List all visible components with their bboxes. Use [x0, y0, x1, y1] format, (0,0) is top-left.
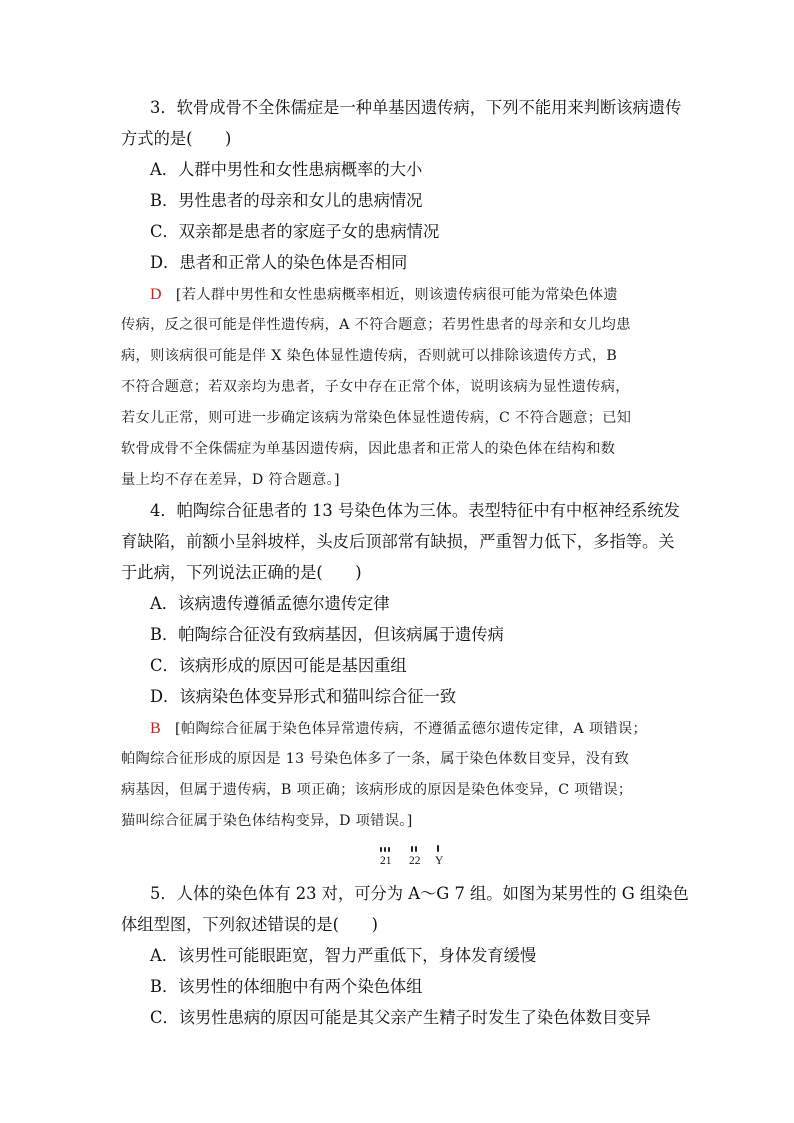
chromosome-glyphs — [360, 838, 450, 854]
q3-option-c: C．双亲都是患者的家庭子女的患病情况 — [150, 222, 440, 241]
chromosome-y — [437, 845, 439, 852]
q5-option-a: A．该男性可能眼距宽，智力严重低下，身体发育缓慢 — [150, 946, 537, 965]
q5-option-b: B．该男性的体细胞中有两个染色体组 — [150, 977, 423, 996]
q4-answer: B — [150, 720, 162, 737]
q4-option-d: D．该病染色体变异形式和猫叫综合征一致 — [150, 687, 457, 706]
q3-explanation-line1: D [若人群中男性和女性患病概率相近，则该遗传病很可能为常染色体遗 — [150, 286, 618, 303]
q4-stem-line3: 于此病，下列说法正确的是( ) — [121, 563, 362, 582]
chromosome-21b — [384, 847, 386, 852]
karyotype-figure — [360, 838, 450, 872]
q4-explanation-line1: B [帕陶综合征属于染色体异常遗传病，不遵循孟德尔遗传定律，A 项错误； — [150, 720, 648, 737]
karyotype-label-22: 22 — [409, 855, 421, 867]
q3-option-a: A．人群中男性和女性患病概率的大小 — [150, 160, 423, 179]
chromosome-21c — [388, 847, 390, 852]
q4-explanation-line2: 帕陶综合征形成的原因是 13 号染色体多了一条，属于染色体数目变异，没有致 — [121, 751, 630, 767]
q3-explanation-line3: 病，则该病很可能是伴 X 染色体显性遗传病，否则就可以排除该遗传方式，B — [121, 348, 618, 364]
q5-option-c: C．该男性患病的原因可能是其父亲产生精子时发生了染色体数目变异 — [150, 1008, 651, 1027]
q3-explanation-line4: 不符合题意；若双亲均为患者，子女中存在正常个体，说明该病为显性遗传病， — [121, 379, 630, 395]
q4-option-b: B．帕陶综合征没有致病基因，但该病属于遗传病 — [150, 625, 504, 644]
q4-option-c: C．该病形成的原因可能是基因重组 — [150, 656, 407, 675]
q4-option-a: A．该病遗传遵循孟德尔遗传定律 — [150, 594, 390, 613]
q4-stem-line1: 4．帕陶综合征患者的 13 号染色体为三体。表型特征中有中枢神经系统发 — [150, 501, 680, 520]
q5-stem-line1: 5．人体的染色体有 23 对，可分为 A～G 7 组。如图为某男性的 G 组染色 — [150, 884, 689, 903]
karyotype-label-y: Y — [435, 855, 444, 867]
q3-explanation-line5: 若女儿正常，则可进一步确定该病为常染色体显性遗传病，C 不符合题意；已知 — [121, 410, 632, 426]
q3-option-b: B．男性患者的母亲和女儿的患病情况 — [150, 191, 423, 210]
q3-stem-line2: 方式的是( ) — [121, 129, 232, 148]
q3-option-d: D．患者和正常人的染色体是否相同 — [150, 253, 408, 272]
q4-stem-line2: 育缺陷，前额小呈斜坡样，头皮后顶部常有缺损，严重智力低下，多指等。关 — [121, 532, 675, 551]
q4-explanation-line4: 猫叫综合征属于染色体结构变异，D 项错误。] — [121, 813, 413, 829]
chromosome-22a — [411, 846, 413, 852]
q3-answer: D — [150, 286, 162, 303]
q4-explanation-line3: 病基因，但属于遗传病，B 项正确；该病形成的原因是染色体变异，C 项错误； — [121, 782, 633, 798]
q3-stem-line1: 3．软骨成骨不全侏儒症是一种单基因遗传病，下列不能用来判断该病遗传 — [150, 98, 682, 117]
karyotype-label-21: 21 — [380, 855, 392, 867]
chromosome-22b — [415, 846, 417, 852]
q3-explanation-line6: 软骨成骨不全侏儒症为单基因遗传病，因此患者和正常人的染色体在结构和数 — [121, 441, 616, 457]
q3-explanation-line2: 传病，反之很可能是伴性遗传病，A 不符合题意；若男性患者的母亲和女儿均患 — [121, 317, 631, 333]
q3-explanation-line7: 量上均不存在差异，D 符合题意。] — [121, 472, 340, 488]
q5-stem-line2: 体组型图，下列叙述错误的是( ) — [121, 915, 378, 934]
chromosome-21a — [380, 847, 382, 852]
